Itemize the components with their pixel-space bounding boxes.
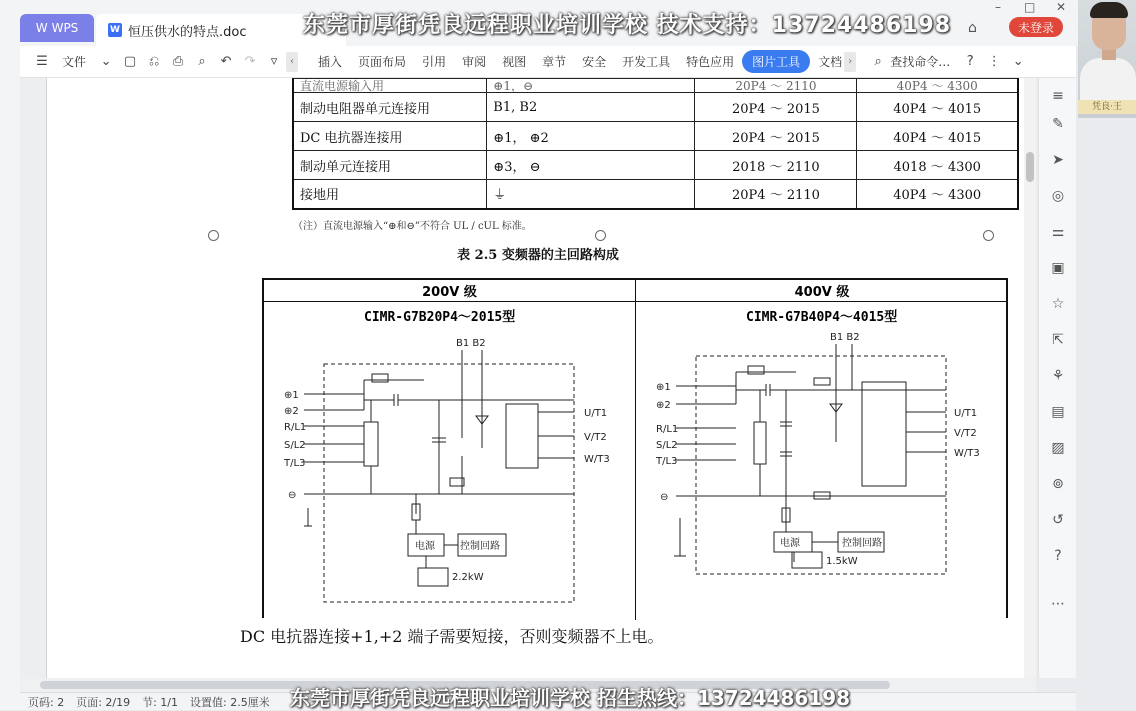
svg-text:U/T1: U/T1 xyxy=(954,408,978,419)
customize-icon[interactable]: ▿ xyxy=(270,54,278,69)
table-cell: ⊕1， ⊕2 xyxy=(487,122,695,151)
svg-text:⊖: ⊖ xyxy=(660,492,669,503)
sidebar-expand-icon[interactable]: ≡ xyxy=(1052,88,1064,104)
svg-text:V/T2: V/T2 xyxy=(954,428,977,439)
cursor-icon[interactable]: ➤ xyxy=(1052,152,1064,168)
collapse-ribbon-icon[interactable]: ⌄ xyxy=(1012,54,1024,69)
svg-text:⊕1: ⊕1 xyxy=(656,382,671,393)
svg-text:U/T1: U/T1 xyxy=(584,408,608,419)
svg-text:T/L3: T/L3 xyxy=(656,456,678,467)
table-cell: 40P4 ～ 4015 xyxy=(857,122,1018,151)
tab-section[interactable]: 章节 xyxy=(542,55,567,69)
table-cell: 制动电阻器单元连接用 xyxy=(293,93,487,122)
history-icon[interactable]: ↺ xyxy=(1052,512,1064,528)
table-cell: 20P4 ～ 2015 xyxy=(695,93,857,122)
chevron-down-icon[interactable]: ⌄ xyxy=(100,54,112,69)
star-icon[interactable]: ☆ xyxy=(1051,296,1065,312)
ribbon-toolbar xyxy=(20,46,1076,78)
redo-icon[interactable]: ↷ xyxy=(244,54,256,69)
save-icon[interactable]: ▢ xyxy=(123,54,137,69)
ribbon-scroll-right[interactable]: › xyxy=(844,52,856,72)
svg-text:⊕1: ⊕1 xyxy=(284,390,299,401)
help-circle-icon[interactable]: ? xyxy=(1054,548,1062,564)
table-cell: ⏚ xyxy=(487,180,695,209)
tab-view[interactable]: 视图 xyxy=(502,55,527,69)
pen-icon[interactable]: ✎ xyxy=(1052,116,1064,132)
status-page-number: 页码: 2 xyxy=(28,695,65,709)
table-cell: 40P4 ～ 4300 xyxy=(857,79,1018,93)
right-column-header: 400V 级 xyxy=(636,280,1008,302)
table-cell: 2018 ～ 2110 xyxy=(695,151,857,180)
table-row xyxy=(293,93,1018,122)
right-circuit-diagram xyxy=(656,332,996,612)
table-cell: 4018 ～ 4300 xyxy=(857,151,1018,180)
watermark-banner-bottom: 东莞市厚街凭良远程职业培训学校 招生热线：13724486198 xyxy=(290,686,851,710)
webcam-overlay xyxy=(1078,0,1136,118)
svg-text:W/T3: W/T3 xyxy=(584,454,610,465)
body-paragraph: DC 电抗器连接+1,+2 端子需要短接，否则变频器不上电。 xyxy=(240,627,664,646)
vertical-scrollbar[interactable] xyxy=(1024,78,1036,678)
command-search[interactable]: 查找命令… xyxy=(890,55,951,69)
share-icon[interactable]: ⇱ xyxy=(1052,332,1064,348)
table-cell: 20P4 ～ 2015 xyxy=(695,122,857,151)
svg-text:W/T3: W/T3 xyxy=(954,448,980,459)
close-icon[interactable]: ✕ xyxy=(1056,0,1067,14)
svg-text:T/L3: T/L3 xyxy=(284,458,306,469)
svg-text:⊖: ⊖ xyxy=(288,490,297,501)
print-icon[interactable]: ⎙ xyxy=(172,54,184,69)
tab-features[interactable]: 特色应用 xyxy=(686,55,735,69)
svg-text:B1 B2: B1 B2 xyxy=(830,332,860,343)
svg-text:⊕2: ⊕2 xyxy=(656,400,671,411)
table-cell: 40P4 ～ 4300 xyxy=(857,180,1018,209)
format-painter-icon[interactable]: ⎌ xyxy=(148,54,160,69)
tab-picture-tools[interactable]: 图片工具 xyxy=(742,50,810,73)
svg-text:2.2kW: 2.2kW xyxy=(452,572,484,583)
search-icon[interactable]: ⌕ xyxy=(874,54,882,69)
title-bar xyxy=(0,0,1080,46)
tab-document-truncated[interactable]: 文档 xyxy=(818,55,843,69)
status-setting: 设置值: 2.5厘米 xyxy=(190,695,270,709)
vertical-ruler xyxy=(20,78,47,678)
table-cell: 接地用 xyxy=(293,180,487,209)
table-row xyxy=(293,122,1018,151)
svg-text:控制回路: 控制回路 xyxy=(842,538,882,549)
left-column-header: 200V 级 xyxy=(264,280,635,302)
ribbon-scroll-left[interactable]: ‹ xyxy=(286,52,298,72)
tab-page-layout[interactable]: 页面布局 xyxy=(358,55,407,69)
left-model-label: CIMR-G7B20P4～2015型 xyxy=(364,310,516,325)
document-page[interactable] xyxy=(47,78,1029,678)
svg-text:B1 B2: B1 B2 xyxy=(456,338,486,349)
svg-text:⊕2: ⊕2 xyxy=(284,406,299,417)
image-panel-icon[interactable]: ▣ xyxy=(1051,260,1065,276)
scrollbar-thumb[interactable] xyxy=(1026,152,1034,182)
svg-text:V/T2: V/T2 xyxy=(584,432,607,443)
table-cell: B1, B2 xyxy=(487,93,695,122)
picture-icon[interactable]: ▨ xyxy=(1051,440,1065,456)
table-cell: 20P4 ～ 2110 xyxy=(695,180,857,209)
table-cell: 直流电源输入用 xyxy=(293,79,487,93)
table-cell: ⊕3， ⊖ xyxy=(487,151,695,180)
menu-icon[interactable]: ☰ xyxy=(36,54,48,69)
svg-text:R/L1: R/L1 xyxy=(656,424,679,435)
wps-home-tab[interactable] xyxy=(20,14,94,42)
adjust-icon[interactable]: ⚌ xyxy=(1051,224,1065,240)
table-row xyxy=(293,79,1018,93)
print-preview-icon[interactable]: ⌕ xyxy=(198,54,206,69)
undo-icon[interactable]: ↶ xyxy=(220,54,232,69)
archive-icon[interactable]: ▤ xyxy=(1051,404,1065,420)
wps-logo-icon: W xyxy=(35,21,48,35)
maximize-icon[interactable]: □ xyxy=(1024,0,1036,14)
terminal-table xyxy=(292,78,1019,210)
table-note: （注）直流电源输入“⊕和⊖”不符合 UL / cUL 标准。 xyxy=(293,221,532,232)
minimize-icon[interactable]: – xyxy=(995,0,1001,14)
resize-handle[interactable] xyxy=(595,230,606,241)
tab-security[interactable]: 安全 xyxy=(582,55,607,69)
svg-text:电源: 电源 xyxy=(780,538,800,549)
svg-text:控制回路: 控制回路 xyxy=(460,541,500,552)
document-workspace xyxy=(20,78,1036,678)
style-icon[interactable]: ⚘ xyxy=(1051,368,1065,384)
left-circuit-diagram xyxy=(284,338,624,608)
svg-text:电源: 电源 xyxy=(415,541,435,552)
table-row xyxy=(293,180,1018,209)
tab-references[interactable]: 引用 xyxy=(422,55,447,69)
tab-insert[interactable]: 插入 xyxy=(318,55,343,69)
shapes-icon[interactable]: ◎ xyxy=(1051,188,1065,204)
svg-text:S/L2: S/L2 xyxy=(656,440,678,451)
home-icon[interactable]: ⌂ xyxy=(968,20,977,36)
tab-review[interactable]: 审阅 xyxy=(462,55,487,69)
status-section: 节: 1/1 xyxy=(142,695,179,709)
watermark-banner-top: 东莞市厚街凭良远程职业培训学校 技术支持：13724486198 xyxy=(303,13,952,38)
table-row xyxy=(293,151,1018,180)
tab-developer[interactable]: 开发工具 xyxy=(622,55,671,69)
login-button[interactable]: 未登录 xyxy=(1009,17,1063,37)
wps-tab-label: WPS xyxy=(51,21,79,35)
resize-handle[interactable] xyxy=(208,230,219,241)
figure-caption: 表 2.5 变频器的主回路构成 xyxy=(457,248,619,263)
backup-icon[interactable]: ⊚ xyxy=(1052,476,1064,492)
circuit-figure[interactable] xyxy=(262,278,1008,618)
resize-handle[interactable] xyxy=(983,230,994,241)
table-cell: ⊕1，⊖ xyxy=(487,79,695,93)
table-cell: DC 电抗器连接用 xyxy=(293,122,487,151)
help-icon[interactable]: ? xyxy=(966,54,974,69)
word-doc-icon: W xyxy=(108,23,122,37)
right-model-label: CIMR-G7B40P4～4015型 xyxy=(746,310,898,325)
svg-text:S/L2: S/L2 xyxy=(284,440,306,451)
more-dots-icon[interactable]: ⋯ xyxy=(1051,596,1065,612)
right-sidebar xyxy=(1038,78,1076,678)
svg-text:1.5kW: 1.5kW xyxy=(826,556,858,567)
file-menu[interactable]: 文件 xyxy=(62,55,87,69)
left-margin-strip xyxy=(0,46,20,710)
table-cell: 制动单元连接用 xyxy=(293,151,487,180)
webcam-caption: 凭良·王 xyxy=(1078,100,1136,114)
table-cell: 20P4 ～ 2110 xyxy=(695,79,857,93)
document-tab-label: 恒压供水的特点.doc xyxy=(128,24,247,40)
svg-text:R/L1: R/L1 xyxy=(284,422,307,433)
table-cell: 40P4 ～ 4015 xyxy=(857,93,1018,122)
status-page-count: 页面: 2/19 xyxy=(76,695,131,709)
more-icon[interactable]: ⋮ xyxy=(987,54,1001,69)
